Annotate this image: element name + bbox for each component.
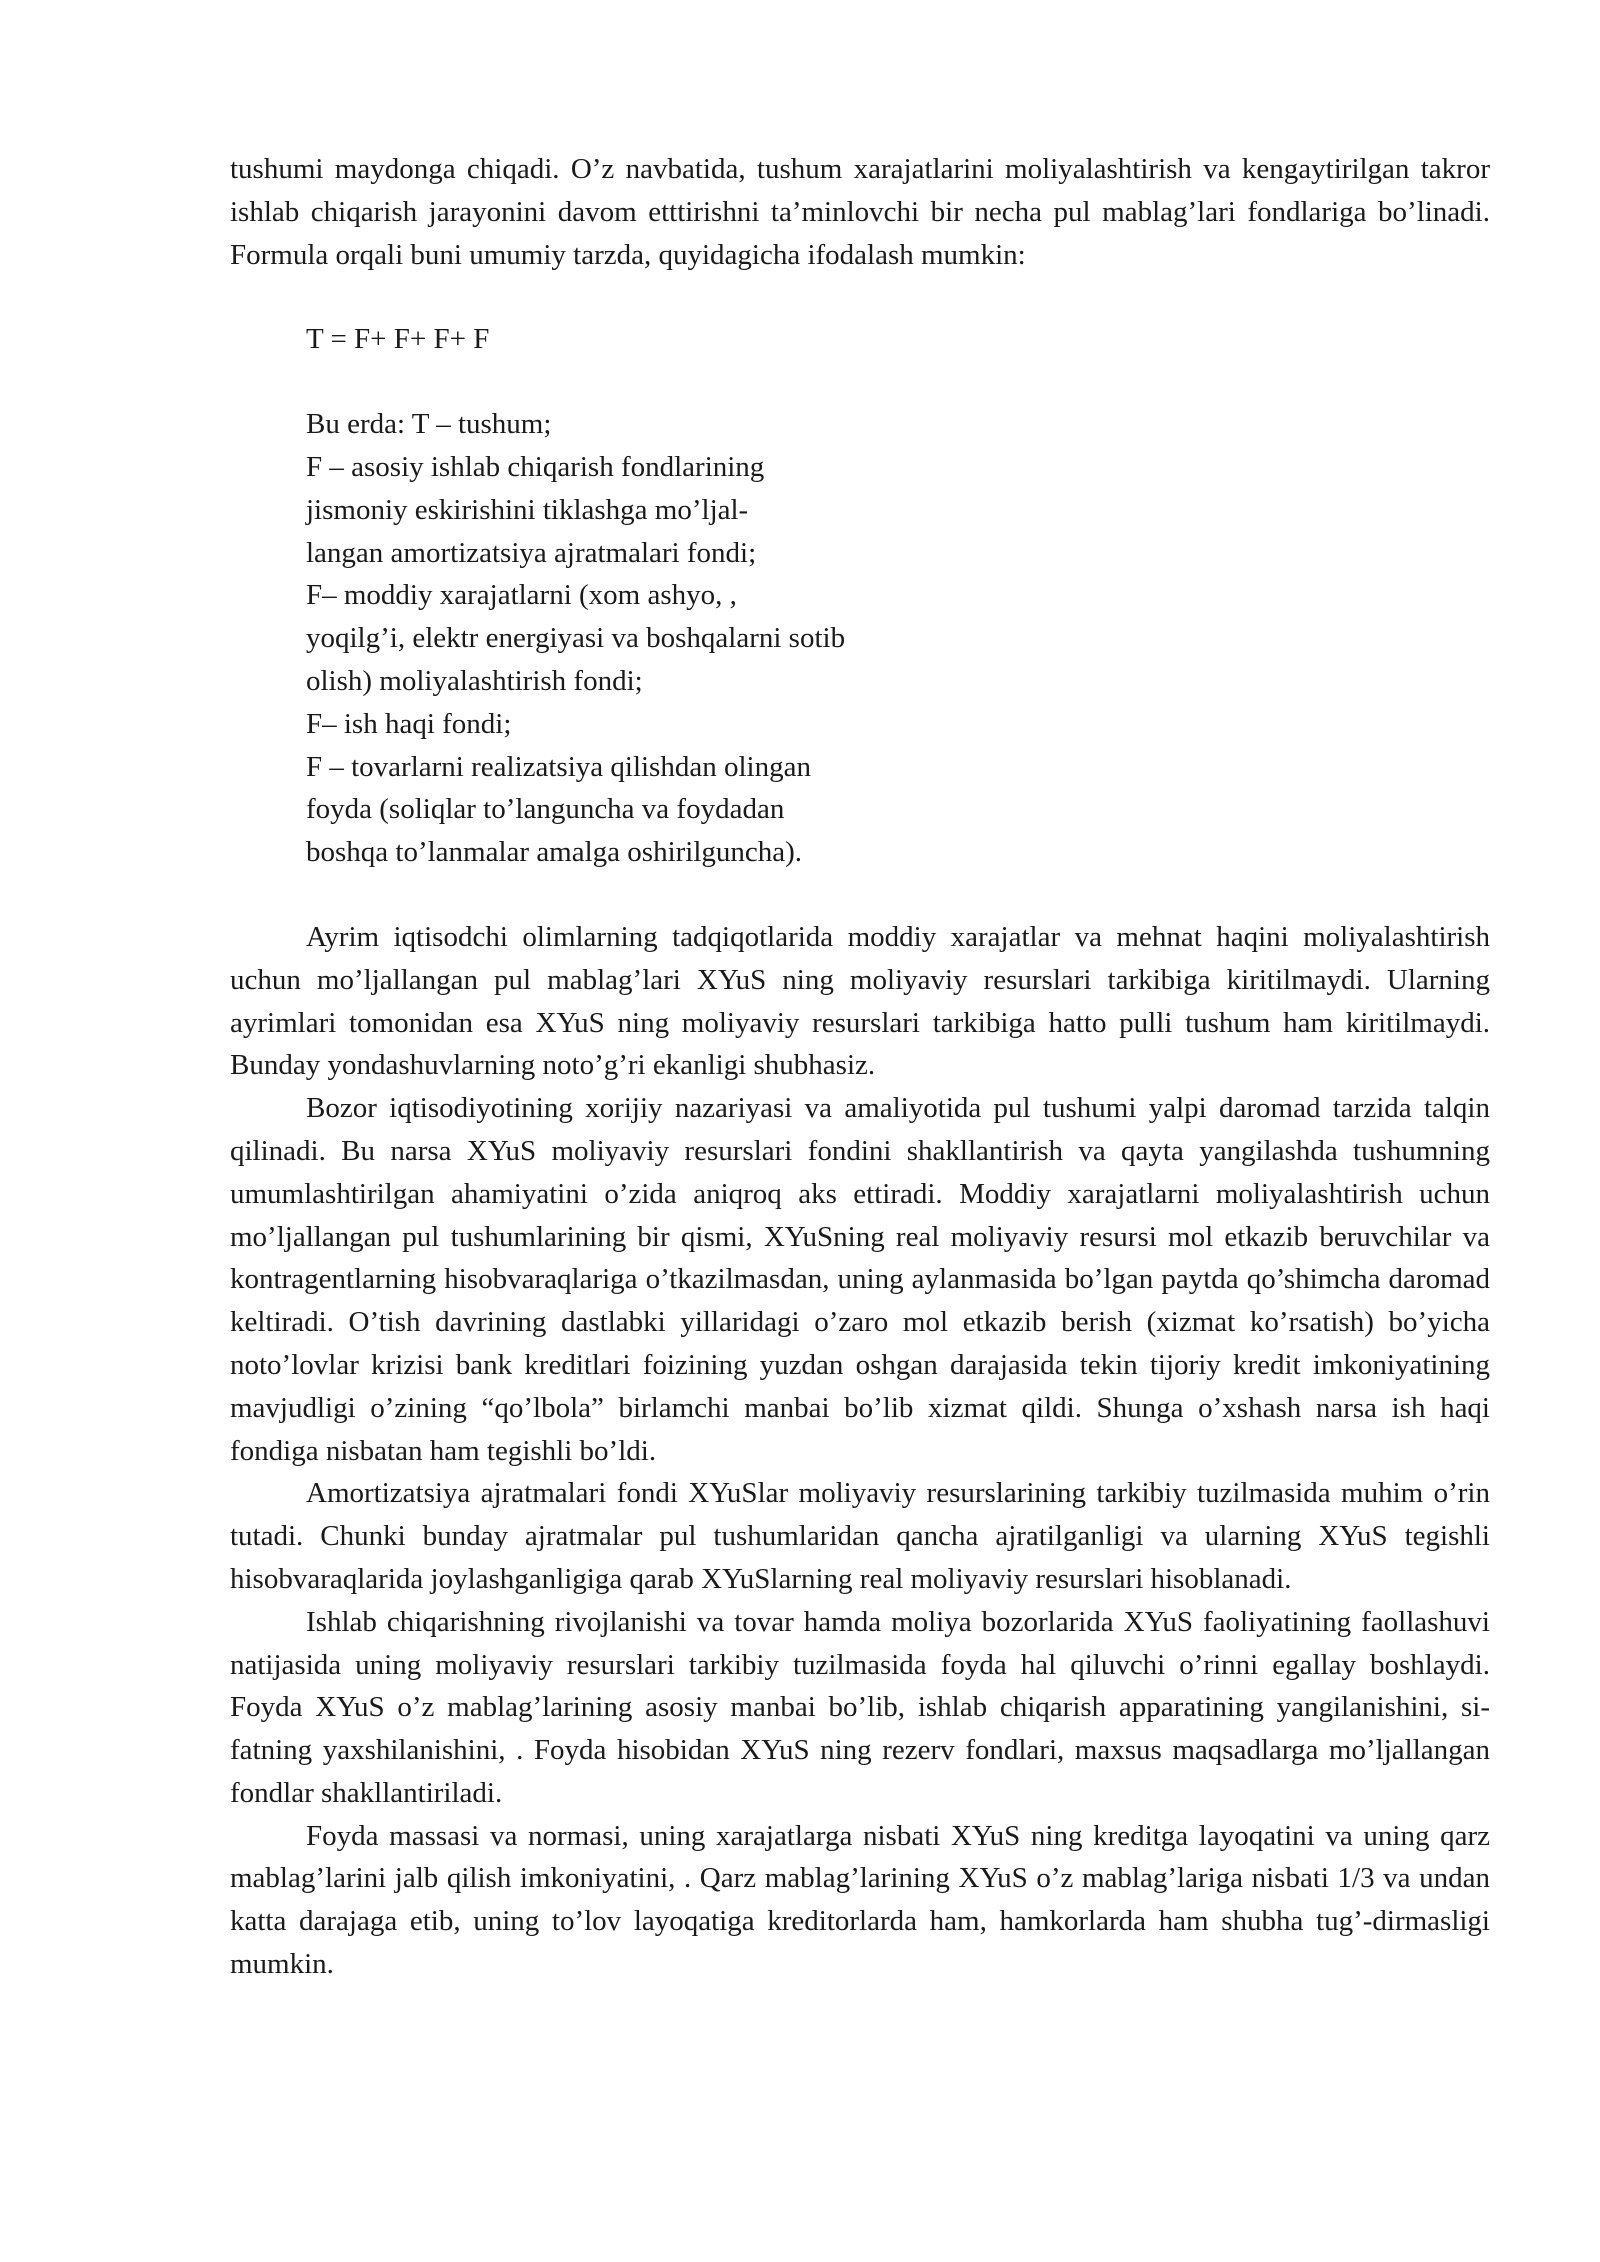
intro-paragraph: tushumi maydonga chiqadi. O’z navbatida, tushum xarajatlarini moliyalashtirish va kengaytirilgan takror ishlab chiqarish jarayonini davom etttirishni ta’minlovchi bir necha pul mablag’lari fondlariga bo’linadi. Formula orqali buni umumiy tarzda, quyidagicha ifodalash mumkin: — [230, 153, 1490, 271]
definition-line: boshqa to’lanmalar amalga oshirilguncha). — [306, 836, 803, 869]
formula: T = F+ F+ F+ F — [306, 323, 490, 356]
document-body — [230, 148, 1490, 1986]
definition-line: F – asosiy ishlab chiqarish fondlarining — [306, 450, 765, 483]
formula-definitions — [306, 403, 1490, 874]
body-paragraph: Ishlab chiqarishning rivojlanishi va tovar hamda moliya bozorlarida XYuS faoliyatining faollashuvi natijasida uning moliyaviy resurslari tarkibiy tuzilmasida foyda hal qiluvchi o’rinni egallay boshlaydi. Foyda XYuS o’z mablag’larining asosiy manbai bo’lib, ishlab chiqarish apparatining yangilanishini, si-fatning yaxshilanishini, . Foyda hisobidan XYuS ning rezerv fondlari, maxsus maqsadlarga mo’ljallangan fondlar shakllantiriladi. — [230, 1605, 1490, 1809]
definition-line: F– ish haqi fondi; — [306, 707, 512, 740]
definition-line: olish) moliyalashtirish fondi; — [306, 664, 643, 697]
definition-line: F – tovarlarni realizatsiya qilishdan olingan — [306, 750, 811, 783]
body-paragraph: Ayrim iqtisodchi olimlarning tadqiqotlarida moddiy xarajatlar va mehnat haqini moliyalashtirish uchun mo’ljallangan pul mablag’lari XYuS ning moliyaviy resurslari tarkibiga kiritilmaydi. Ularning ayrimlari tomonidan esa XYuS ning moliyaviy resurslari tarkibiga hatto pulli tushum ham kiritilmaydi. Bunday yondashuvlarning noto’g’ri ekanligi shubhasiz. — [230, 920, 1490, 1082]
body-paragraph: Amortizatsiya ajratmalari fondi XYuSlar moliyaviy resurslarining tarkibiy tuzilmasida muhim o’rin tutadi. Chunki bunday ajratmalar pul tushumlaridan qancha ajratilganligi va ularning XYuS tegishli hisobvaraqlarida joylashganligiga qarab XYuSlarning real moliyaviy resurslari hisoblanadi. — [230, 1477, 1490, 1595]
body-paragraph: Foyda massasi va normasi, uning xarajatlarga nisbati XYuS ning kreditga layoqatini va uning qarz mablag’larini jalb qilish imkoniyatini, . Qarz mablag’larining XYuS o’z mablag’lariga nisbati 1/3 va undan katta darajaga etib, uning to’lov layoqatiga kreditorlarda ham, hamkorlarda ham shubha tug’-dirmasligi mumkin. — [230, 1819, 1490, 1981]
body-paragraph: Bozor iqtisodiyotining xorijiy nazariyasi va amaliyotida pul tushumi yalpi daromad tarzida talqin qilinadi. Bu narsa XYuS moliyaviy resurslari fondini shakllantirish va qayta yangilashda tushumning umumlashtirilgan ahamiyatini o’zida aniqroq aks ettiradi. Moddiy xarajatlarni moliyalashtirish uchun mo’ljallangan pul tushumlarining bir qismi, XYuSning real moliyaviy resursi mol etkazib beruvchilar va kontragentlarning hisobvaraqlariga o’tkazilmasdan, uning aylanmasida bo’lgan paytda qo’shimcha daromad keltiradi. O’tish davrining dastlabki yillaridagi o’zaro mol etkazib berish (xizmat ko’rsatish) bo’yicha noto’lovlar krizisi bank kreditlari foizining yuzdan oshgan darajasida tekin tijoriy kredit imkoniyatining mavjudligi o’zining “qo’lbola” birlamchi manbai bo’lib xizmat qildi. Shunga o’xshash narsa ish haqi fondiga nisbatan ham tegishli bo’ldi. — [230, 1092, 1490, 1467]
definition-line: jismoniy eskirishini tiklashga mo’ljal- — [306, 493, 749, 526]
spacer — [230, 874, 1490, 916]
definition-line: Bu erda: T – tushum; — [306, 408, 552, 441]
definition-line: foyda (soliqlar to’languncha va foydadan — [306, 793, 785, 826]
definition-line: langan amortizatsiya ajratmalari fondi; — [306, 536, 757, 569]
definition-line: F– moddiy xarajatlarni (xom ashyo, , — [306, 579, 737, 612]
definition-line: yoqilg’i, elektr energiyasi va boshqalarni sotib — [306, 622, 846, 655]
